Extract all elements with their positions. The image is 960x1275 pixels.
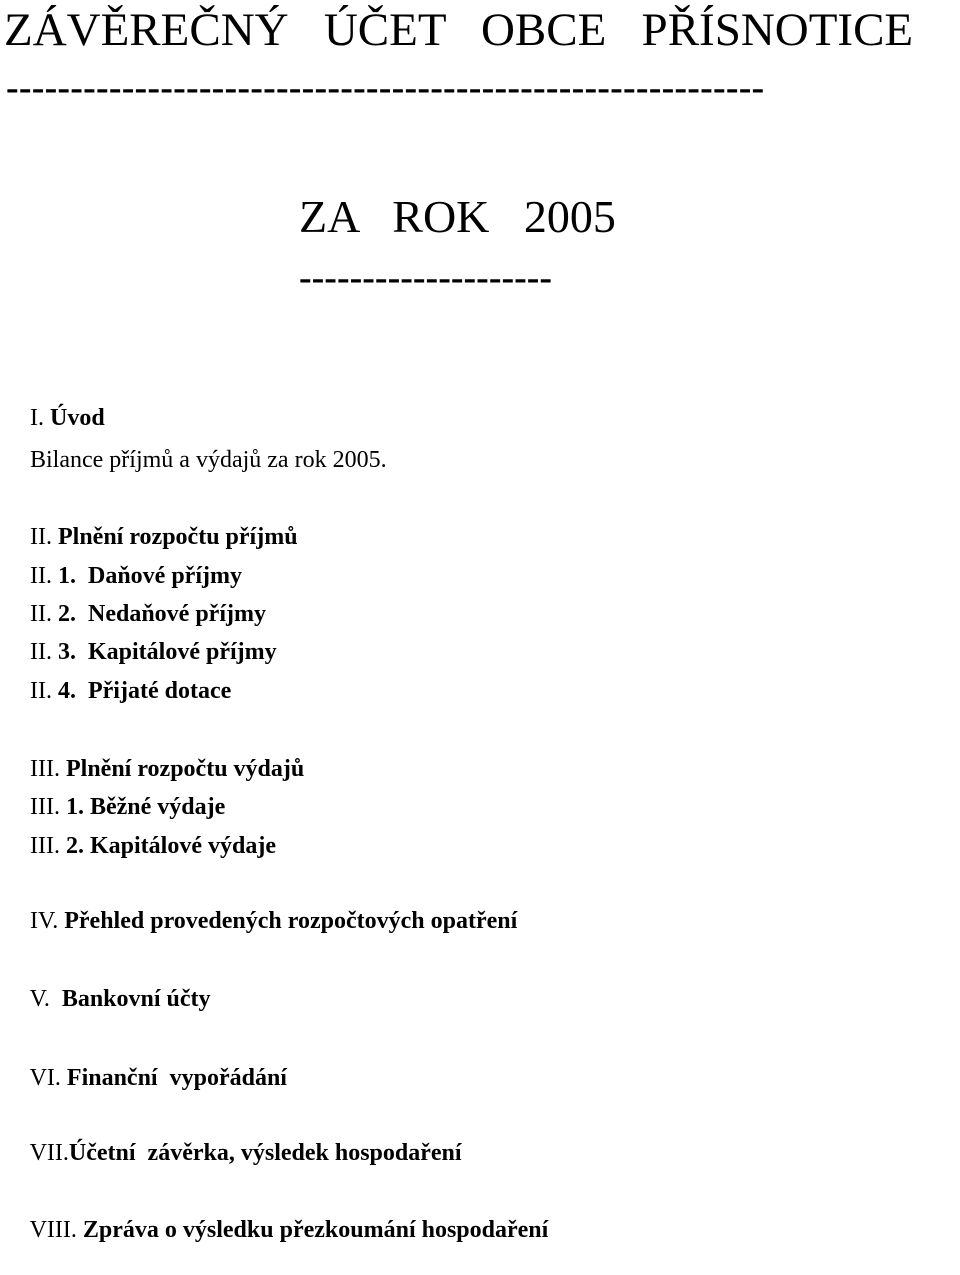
toc-item-number: II. (30, 639, 58, 665)
toc-item-text: Finanční vypořádání (66, 1065, 287, 1091)
toc-item-text: 1. Daňové příjmy (57, 563, 242, 589)
toc-item-rozpoctova-opatreni (6, 876, 517, 966)
toc-item-number: VII. (29, 1140, 69, 1166)
toc-item-number: II. (30, 524, 58, 550)
toc-item-zprava-prezkoumani (6, 1185, 548, 1275)
toc-item-text: Plnění rozpočtu výdajů (65, 756, 305, 782)
toc-item-text: Přehled provedených rozpočtových opatření (64, 908, 518, 934)
toc-item-number: VIII. (29, 1217, 83, 1243)
toc-item-text: Bilance příjmů a výdajů za rok 2005. (30, 447, 387, 473)
toc-item-number: III. (30, 833, 66, 859)
toc-item-number: IV. (30, 908, 65, 934)
toc-item-number: V. (29, 986, 62, 1012)
toc-item-number: III. (30, 794, 66, 820)
toc-item-text: Bankovní účty (61, 986, 211, 1012)
toc-item-number: III. (30, 756, 66, 782)
toc-item-text: Zpráva o výsledku přezkoumání hospodaření (82, 1217, 549, 1243)
toc-item-number: VI. (29, 1065, 67, 1091)
title-underline: ----------------------------------------------------------- (6, 67, 765, 109)
toc-item-number: I. (30, 405, 50, 431)
toc-item-text: 2. Nedaňové příjmy (57, 601, 266, 627)
toc-item-number: II. (30, 601, 58, 627)
toc-item-number: II. (30, 563, 58, 589)
toc-item-text: Účetní závěrka, výsledek hospodaření (68, 1140, 462, 1166)
toc-item-text: 2. Kapitálové výdaje (65, 833, 276, 859)
toc-item-text: Úvod (50, 405, 105, 431)
year-underline: -------------------- (299, 257, 553, 299)
document-year: ZA ROK 2005 (299, 191, 616, 242)
toc-item-text: 3. Kapitálové příjmy (57, 639, 277, 665)
toc-item-text: Plnění rozpočtu příjmů (57, 524, 298, 550)
toc-item-prijate-dotace (6, 646, 231, 736)
document-title: ZÁVĚREČNÝ ÚČET OBCE PŘÍSNOTICE (4, 4, 914, 56)
toc-item-bankovni-ucty (6, 954, 211, 1044)
toc-item-text: 1. Běžné výdaje (65, 794, 226, 820)
toc-item-text: 4. Přijaté dotace (57, 678, 232, 704)
toc-item-number: II. (30, 678, 58, 704)
